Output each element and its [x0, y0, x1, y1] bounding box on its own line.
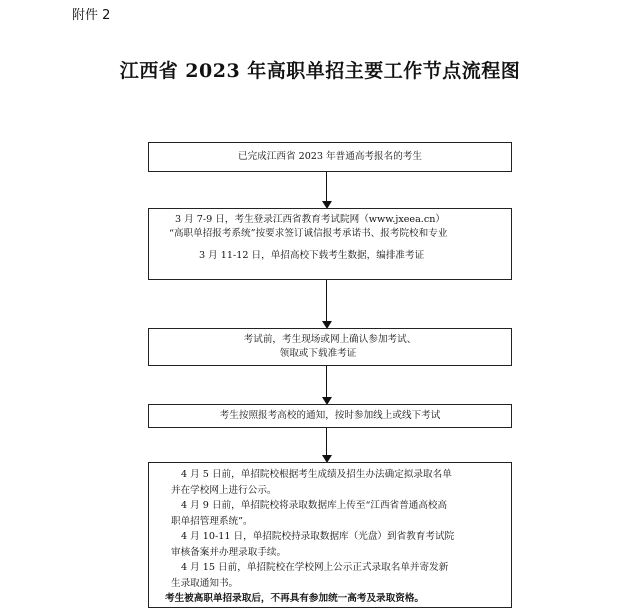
step-note-bold: 考生被高职单招录取后，不再具有参加统一高考及录取资格。: [165, 593, 425, 604]
arrow-down-icon: [320, 366, 334, 404]
arrow-down-icon: [320, 428, 334, 462]
step-text: 4 月 5 日前，单招院校根据考生成绩及招生办法确定拟录取名单: [181, 469, 452, 480]
step-text: 3 月 7-9 日，考生登录江西省教育考试院网（www.jxeea.cn）: [175, 214, 445, 225]
flow-step-enrollment: [148, 462, 512, 608]
attachment-label: 附件 2: [72, 8, 111, 23]
step-text: 考试前，考生现场或网上确认参加考试、: [243, 334, 417, 345]
page-title: 江西省 2023 年高职单招主要工作节点流程图: [119, 60, 521, 82]
step-text: 4 月 15 日前，单招院校在学校网上公示正式录取名单并寄发新: [181, 562, 449, 573]
step-text: 职单招管理系统”。: [171, 515, 253, 527]
arrow-down-icon: [320, 172, 334, 208]
step-text: 已完成江西省 2023 年普通高考报名的考生: [237, 151, 422, 162]
step-text: 4 月 9 日前，单招院校将录取数据库上传至“江西省普通高校高: [181, 500, 448, 511]
step-text: 并在学校网上进行公示。: [171, 484, 277, 496]
step-text: 考生按照报考高校的通知，按时参加线上或线下考试: [219, 410, 441, 421]
step-text: 领取或下载准考证: [279, 348, 357, 359]
step-text: 4 月 10-11 日，单招院校持录取数据库（光盘）到省教育考试院: [181, 531, 455, 542]
flow-step-exam: [148, 404, 512, 428]
step-text: 审核备案并办理录取手续。: [171, 546, 287, 558]
arrow-down-icon: [320, 280, 334, 328]
flow-step-admission-ticket: [148, 328, 512, 366]
flow-step-application: [148, 208, 512, 280]
flow-step-registration: [148, 142, 512, 172]
step-text: 生录取通知书。: [171, 577, 239, 589]
step-text: 3 月 11-12 日，单招高校下载考生数据，编排准考证: [199, 250, 425, 261]
step-text: “高职单招报考系统”按要求签订诚信报考承诺书、报考院校和专业: [169, 228, 448, 239]
